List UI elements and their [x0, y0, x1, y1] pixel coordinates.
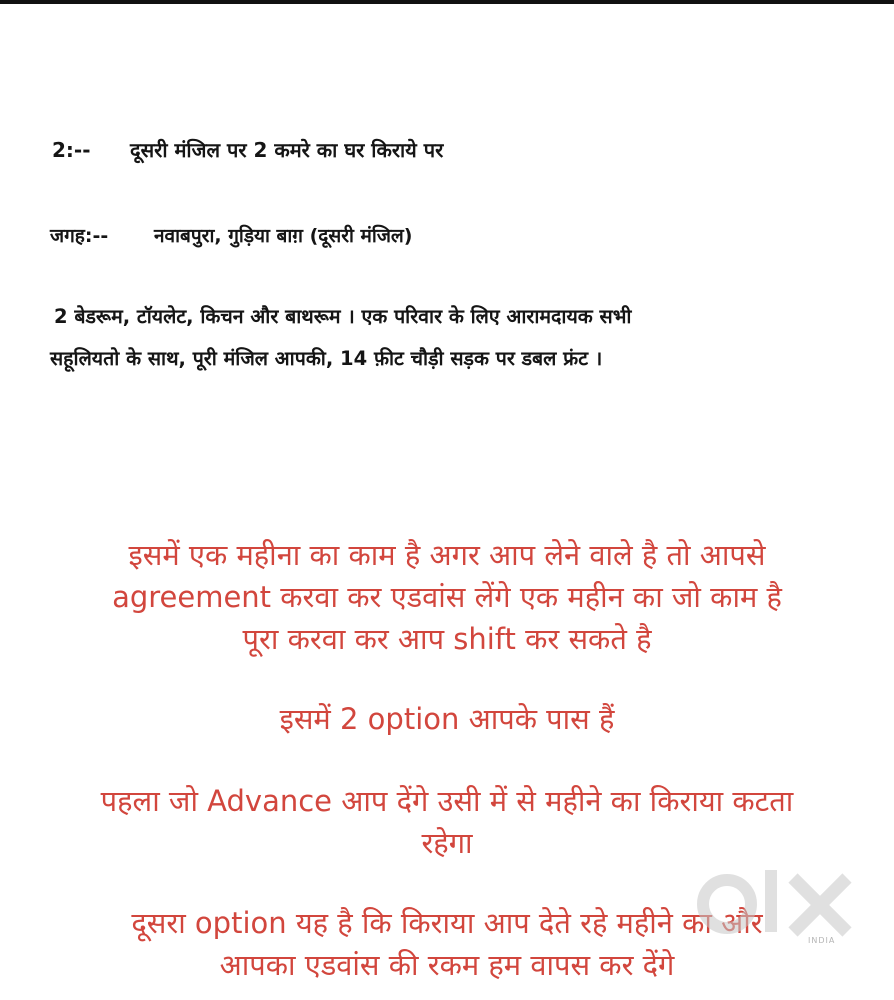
option-second: [0, 902, 894, 986]
option-second-line: दूसरा option यह है कि किराया आप देते रहे महीने का और: [131, 906, 763, 940]
listing-title-line: [52, 136, 443, 163]
listing-title: दूसरी मंजिल पर 2 कमरे का घर किराये पर: [130, 138, 444, 162]
description-line-2: सहूलियतो के साथ, पूरी मंजिल आपकी, 14 फ़ीट चौड़ी सड़क पर डबल फ्रंट ।: [50, 347, 603, 370]
options-heading: [0, 698, 894, 740]
notice-block: [0, 534, 894, 660]
description-line-1: 2 बेडरूम, टॉयलेट, किचन और बाथरूम । एक परिवार के लिए आरामदायक सभी: [54, 305, 632, 328]
listing-number-label: 2:--: [52, 138, 91, 162]
watermark-subtext: INDIA: [808, 936, 836, 945]
option-first-line: पहला जो Advance आप देंगे उसी में से महीने का किराया कटता: [100, 784, 794, 818]
options-heading-text: इसमें 2 option आपके पास हैं: [279, 702, 615, 736]
option-second-line: आपका एडवांस की रकम हम वापस कर देंगे: [219, 948, 675, 982]
location-label: जगह:--: [50, 225, 109, 247]
option-first-line: रहेगा: [421, 826, 473, 860]
top-border: [0, 0, 894, 4]
location-line: [50, 222, 413, 248]
notice-line: इसमें एक महीना का काम है अगर आप लेने वाले है तो आपसे: [128, 538, 766, 572]
notice-line: agreement करवा कर एडवांस लेंगे एक महीन का जो काम है: [112, 580, 782, 614]
notice-line: पूरा करवा कर आप shift कर सकते है: [242, 622, 652, 656]
location-value: नवाबपुरा, गुड़िया बाग़ (दूसरी मंजिल): [154, 225, 413, 247]
option-first: [0, 780, 894, 864]
